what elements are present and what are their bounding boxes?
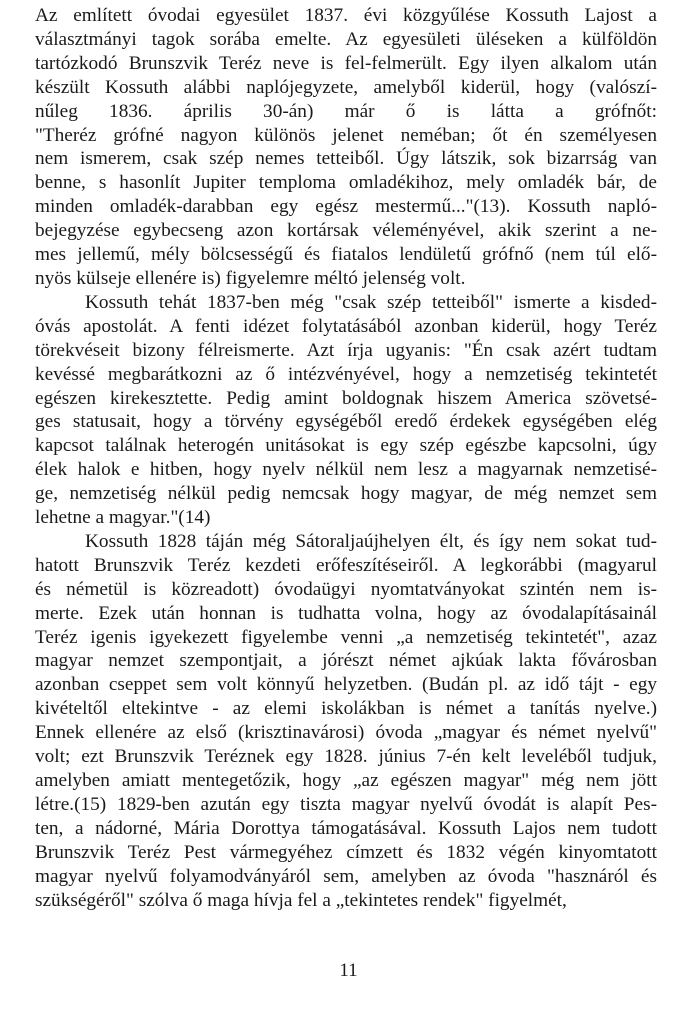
text-line: magyar nemzet szempontjait, a jórészt német ajkúak lakta fővárosban xyxy=(35,650,657,672)
text-line: és németül is közreadott) óvodaügyi nyomtatványokat szintén nem is- xyxy=(35,578,657,600)
paragraph xyxy=(35,530,657,913)
text-line: Ennek ellenére az első (krisztinavárosi) óvoda „magyar és német nyelvű" xyxy=(35,722,657,744)
text-line: "Theréz grófné nagyon különös jelenet neméban; őt én személyesen xyxy=(35,124,657,146)
page-number: 11 xyxy=(339,960,358,981)
text-line: nyös külseje ellenére is) figyelemre méltó jelenség volt. xyxy=(35,267,466,289)
text-line: élek halok e hitben, hogy nyelv nélkül nem lesz a magyarnak nemzetisé- xyxy=(35,459,657,481)
text-line: kevéssé megbarátkozni az ő intézvényével, hogy a nemzetiség tekintetét xyxy=(35,363,657,385)
paragraph xyxy=(35,291,657,530)
text-line: tartózkodó Brunszvik Teréz neve is fel-felmerült. Egy ilyen alkalom után xyxy=(35,52,657,74)
text-line: volt; ezt Brunszvik Teréznek egy 1828. június 7-én kelt leveléből tudjuk, xyxy=(35,746,657,768)
text-line: Teréz igenis igyekezett figyelembe venni „a nemzetiség tekintetét", azaz xyxy=(35,626,657,648)
text-line: benne, s hasonlít Jupiter temploma omladékihoz, mely omladék bár, de xyxy=(35,172,657,194)
text-line: mes jellemű, mély bölcsességű és fiatalos lendületű grófnő (nem túl elő- xyxy=(35,244,657,266)
text-line: Brunszvik Teréz Pest vármegyéhez címzett és 1832 végén kinyomtatott xyxy=(35,841,657,863)
body-text xyxy=(35,4,657,912)
text-line: ges statusait, hogy a törvény egységéből eredő érdekek egységében elég xyxy=(35,411,657,433)
text-line: nűleg 1836. április 30-án) már ő is látta a grófnőt: xyxy=(35,100,657,122)
text-line: lehetne a magyar."(14) xyxy=(35,507,211,529)
text-line: hatott Brunszvik Teréz kezdeti erőfeszítéseiről. A legkorábbi (magyarul xyxy=(35,554,657,576)
text-line: azonban cseppet sem volt könnyű helyzetben. (Budán pl. az idő tájt - egy xyxy=(35,674,657,696)
text-line: egészen kirekesztette. Pedig amint boldognak hiszem America szövetsé- xyxy=(35,387,657,409)
text-line: kapcsot találnak heterogén unitásokat is egy szép egészbe kapcsolni, úgy xyxy=(35,435,657,457)
text-line: bejegyzése egybecseng azon kortársak véleményével, akik szerint a ne- xyxy=(35,220,657,242)
text-line: létre.(15) 1829-ben azután egy tiszta magyar nyelvű óvodát is alapít Pes- xyxy=(35,793,657,815)
text-line: merte. Ezek után honnan is tudhatta volna, hogy az óvodalapításainál xyxy=(35,602,657,624)
text-line: óvás apostolát. A fenti idézet folytatásából azonban kiderül, hogy Teréz xyxy=(35,315,657,337)
text-line: minden omladék-darabban egy egész mestermű..."(13). Kossuth napló- xyxy=(35,196,657,218)
text-line: nem ismerem, csak szép nemes tetteiből. Úgy látszik, sok bizarrság van xyxy=(35,148,657,170)
paragraph xyxy=(35,4,657,291)
text-line: Kossuth tehát 1837-ben még "csak szép tetteiből" ismerte a kisded- xyxy=(85,291,657,313)
text-line: Kossuth 1828 táján még Sátoraljaújhelyen élt, és így nem sokat tud- xyxy=(85,530,657,552)
text-line: magyar nyelvű folyamodványáról sem, amelyben az óvoda "hasznáról és xyxy=(35,865,657,887)
text-line: törekvéseit bizony félreismerte. Azt írja ugyanis: "Én csak azért tudtam xyxy=(35,339,657,361)
text-line: készült Kossuth alábbi naplójegyzete, amelyből kiderül, hogy (valószí- xyxy=(35,76,657,98)
text-line: ge, nemzetiség nélkül pedig nemcsak hogy magyar, de még nemzet sem xyxy=(35,483,657,505)
text-line: kivételtől eltekintve - az elemi iskolákban is német a tanítás nyelve.) xyxy=(35,698,657,720)
text-line: választmányi tagok sorába emelte. Az egyesületi üléseken a külföldön xyxy=(35,28,657,50)
text-line: Az említett óvodai egyesület 1837. évi közgyűlése Kossuth Lajost a xyxy=(35,5,657,26)
text-line: szükségéről" szólva ő maga hívja fel a „tekintetes rendek" figyelmét, xyxy=(35,889,567,911)
text-line: amelyben amiatt mentegetőzik, hogy „az egészen magyar" még nem jött xyxy=(35,770,657,791)
text-line: ten, a nádorné, Mária Dorottya támogatásával. Kossuth Lajos nem tudott xyxy=(35,817,657,839)
